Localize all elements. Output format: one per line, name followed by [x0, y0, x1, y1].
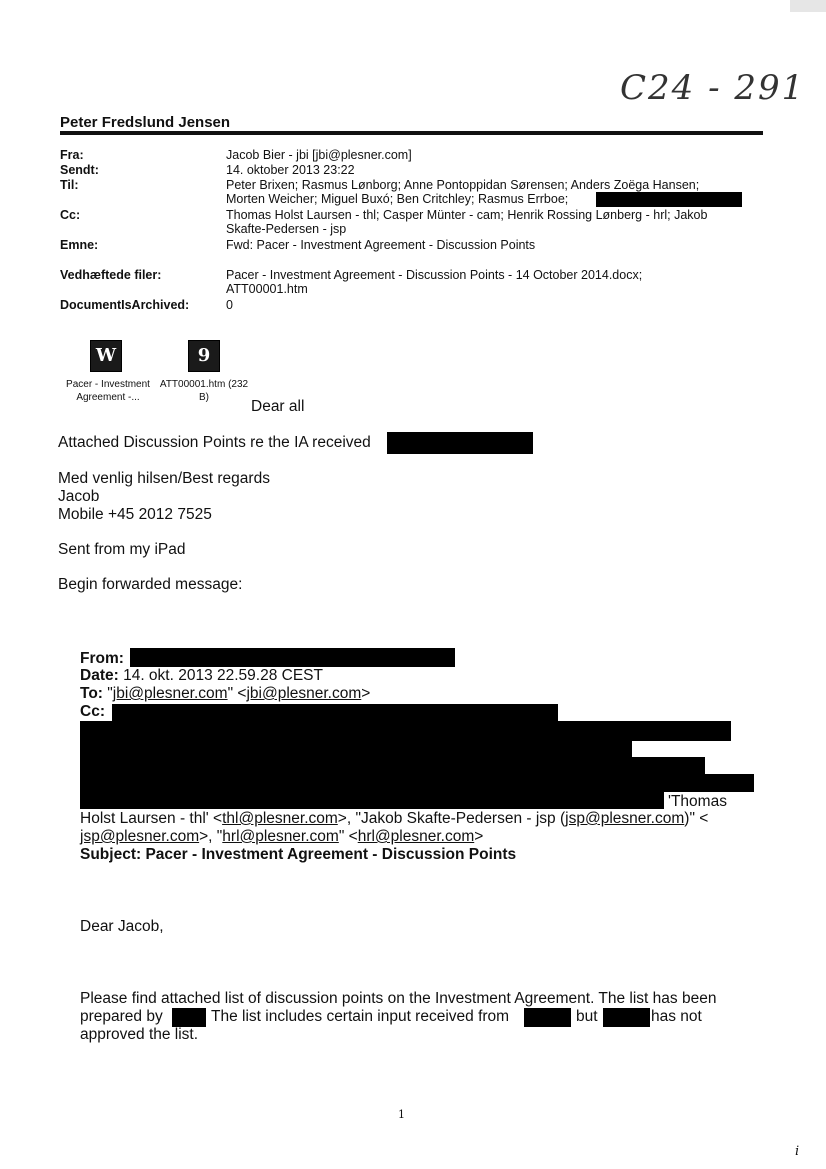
cc-line-2: Skafte-Pedersen - jsp — [226, 222, 347, 236]
fwd-cc-label: Cc: — [80, 703, 105, 720]
redaction-bar — [80, 740, 632, 758]
redaction-bar — [112, 704, 558, 722]
redaction-bar — [130, 648, 455, 667]
redaction-bar — [524, 1008, 571, 1027]
fwd-paragraph-line-1: Please find attached list of discussion points on the Investment Agreement. The list has been — [80, 990, 717, 1007]
redaction-bar — [387, 432, 533, 454]
email-link[interactable]: jsp@plesner.com — [565, 810, 685, 827]
redaction-bar — [80, 757, 705, 775]
fwd-date: Date: 14. okt. 2013 22.59.28 CEST — [80, 667, 323, 684]
email-link[interactable]: jbi@plesner.com — [246, 685, 362, 702]
fwd-paragraph-line-2-d: has not — [651, 1008, 702, 1025]
fwd-cc-line-3: jsp@plesner.com>, "hrl@plesner.com" <hrl@plesner.com> — [80, 828, 484, 845]
fwd-subject: Subject: Pacer - Investment Agreement - Discussion Points — [80, 846, 517, 863]
emne-value: Fwd: Pacer - Investment Agreement - Discussion Points — [226, 238, 536, 252]
redaction-bar — [603, 1008, 650, 1027]
cc-line-1: Thomas Holst Laursen - thl; Casper Münter - cam; Henrik Rossing Lønberg - hrl; Jakob — [226, 208, 708, 222]
fwd-cc-line-2: Holst Laursen - thl' <thl@plesner.com>, "Jakob Skafte-Pedersen - jsp (jsp@plesner.com)" < — [80, 810, 709, 827]
header-rule — [60, 131, 763, 135]
vedhaeftede-line-2: ATT00001.htm — [226, 282, 308, 296]
redaction-bar — [596, 192, 742, 207]
begin-forwarded: Begin forwarded message: — [58, 576, 243, 593]
fwd-paragraph-line-2-c: but — [576, 1008, 598, 1025]
fra-label: Fra: — [60, 148, 84, 162]
redaction-bar — [80, 721, 731, 741]
htm-file-icon: 9 — [188, 340, 220, 372]
fwd-to: To: "jbi@plesner.com" <jbi@plesner.com> — [80, 685, 371, 702]
sendt-value: 14. oktober 2013 23:22 — [226, 163, 355, 177]
fwd-paragraph-line-2-a: prepared by — [80, 1008, 163, 1025]
attached-line: Attached Discussion Points re the IA received — [58, 434, 371, 451]
email-link[interactable]: thl@plesner.com — [222, 810, 338, 827]
attachment-docx-caption: Pacer - Investment Agreement -... — [66, 379, 150, 403]
fwd-dear: Dear Jacob, — [80, 918, 164, 935]
handwritten-stamp: C24 - 291 — [620, 68, 806, 108]
fwd-cc-tail: 'Thomas — [668, 793, 727, 810]
signature-mobile: Mobile +45 2012 7525 — [58, 506, 212, 523]
email-link[interactable]: hrl@plesner.com — [357, 828, 475, 845]
email-link[interactable]: jsp@plesner.com — [80, 828, 200, 845]
fra-value: Jacob Bier - jbi [jbi@plesner.com] — [226, 148, 412, 162]
vedhaeftede-line-1: Pacer - Investment Agreement - Discussion Points - 14 October 2014.docx; — [226, 268, 643, 282]
fwd-paragraph-line-2-b: The list includes certain input received from — [211, 1008, 510, 1025]
fwd-paragraph-line-3: approved the list. — [80, 1026, 199, 1043]
word-doc-icon: W — [90, 340, 122, 372]
sender-name: Peter Fredslund Jensen — [60, 114, 231, 131]
attachment-docx[interactable] — [90, 340, 122, 372]
page-number: 1 — [398, 1108, 405, 1121]
attachment-htm[interactable] — [188, 340, 220, 372]
redaction-bar — [80, 774, 754, 792]
signature-name: Jacob — [58, 488, 100, 505]
attachment-htm-caption: ATT00001.htm (232 B) — [159, 379, 249, 403]
email-link[interactable]: jbi@plesner.com — [112, 685, 228, 702]
regards: Med venlig hilsen/Best regards — [58, 470, 270, 487]
cc-label: Cc: — [60, 208, 81, 222]
til-line-2: Morten Weicher; Miguel Buxó; Ben Critchley; Rasmus Errboe; — [226, 192, 569, 206]
cc-value — [226, 208, 766, 236]
greeting: Dear all — [251, 398, 305, 415]
emne-label: Emne: — [60, 238, 99, 252]
documentisarchived-label: DocumentIsArchived: — [60, 298, 190, 312]
margin-mark: i — [795, 1144, 800, 1159]
redaction-bar — [80, 791, 664, 809]
sent-from: Sent from my iPad — [58, 541, 186, 558]
til-label: Til: — [60, 178, 79, 192]
documentisarchived-value: 0 — [226, 298, 233, 312]
scan-corner-artifact — [790, 0, 826, 12]
sendt-label: Sendt: — [60, 163, 99, 177]
til-line-1: Peter Brixen; Rasmus Lønborg; Anne Pontoppidan Sørensen; Anders Zoëga Hansen; — [226, 178, 700, 192]
redaction-bar — [172, 1008, 206, 1027]
vedhaeftede-value — [226, 268, 766, 296]
fwd-from-label: From: — [80, 650, 124, 667]
email-link[interactable]: hrl@plesner.com — [222, 828, 339, 845]
vedhaeftede-label: Vedhæftede filer: — [60, 268, 162, 282]
